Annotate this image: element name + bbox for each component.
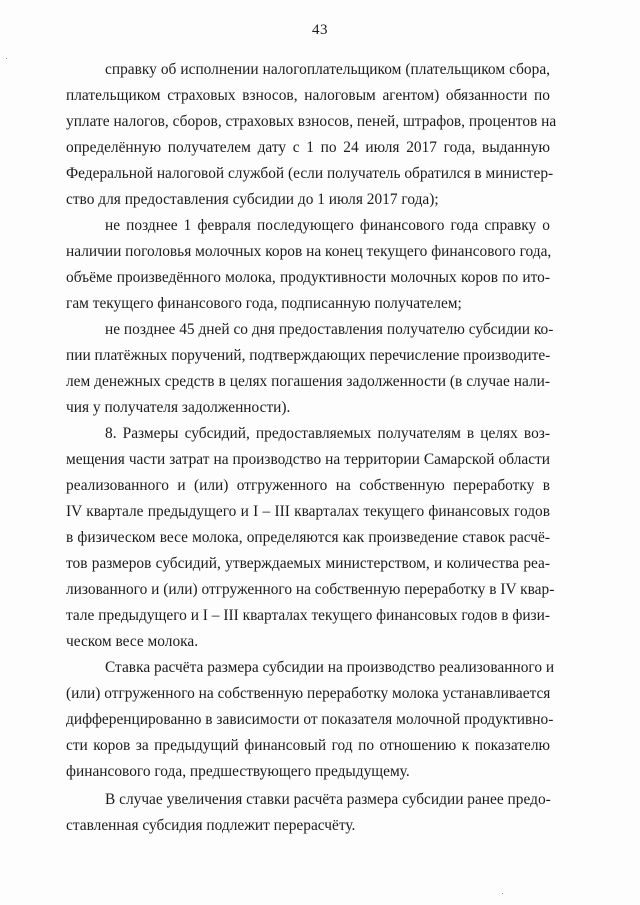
text-line: 8. Размеры субсидий, предоставляемых получателям в целях воз- (105, 425, 550, 442)
text-line: (или) отгруженного на собственную переработку молока устанавливается (66, 685, 551, 702)
text-line: Ставка расчёта размера субсидии на производство реализованного и (105, 659, 555, 676)
text-line: тов размеров субсидий, утверждаемых министерством, и количества реа- (66, 555, 550, 572)
text-line: в физическом весе молока, определяются как произведение ставок расчё- (66, 529, 550, 546)
text-line: лем денежных средств в целях погашения задолженности (в случае нали- (66, 373, 550, 390)
text-line: сти коров за предыдущий финансовый год по отношению к показателю (66, 737, 550, 754)
text-line: ставленная субсидия подлежит перерасчёту. (66, 817, 356, 834)
text-line: объёме произведённого молока, продуктивности молочных коров по ито- (66, 269, 550, 286)
text-line: справку об исполнении налогоплательщиком (плательщиком сбора, (105, 61, 550, 78)
text-line: лизованного и (или) отгруженного на собственную переработку в IV квар- (66, 581, 555, 598)
text-line: гам текущего финансового года, подписанную получателем; (66, 295, 462, 312)
text-line: В случае увеличения ставки расчёта размера субсидии ранее предо- (105, 791, 551, 808)
text-line: IV квартале предыдущего и I – III кварталах текущего финансовых годов (66, 503, 550, 520)
text-line: пии платёжных поручений, подтверждающих перечисление производите- (66, 347, 551, 364)
text-line: мещения части затрат на производство на территории Самарской области (66, 451, 550, 468)
scan-speck (6, 58, 7, 59)
text-line: определённую получателем дату с 1 по 24 июля 2017 года, выданную (66, 139, 550, 156)
text-line: чия у получателя задолженности). (66, 399, 291, 416)
text-line: плательщиком страховых взносов, налоговым агентом) обязанности по (66, 87, 550, 104)
scan-speck (502, 893, 503, 894)
text-line: уплате налогов, сборов, страховых взносов, пеней, штрафов, процентов на (66, 113, 557, 130)
text-line: реализованного и (или) отгруженного на собственную переработку в (66, 477, 550, 494)
text-line: наличии поголовья молочных коров на конец текущего финансового года, (66, 243, 552, 260)
page-number: 43 (312, 22, 328, 38)
text-line: дифференцированно в зависимости от показателя молочной продуктивно- (66, 711, 554, 728)
text-line: ческом весе молока. (66, 633, 199, 650)
text-line: не позднее 45 дней со дня предоставления получателю субсидии ко- (105, 321, 554, 338)
text-line: Федеральной налоговой службой (если получатель обратился в министер- (66, 165, 554, 182)
text-line: тале предыдущего и I – III кварталах текущего финансовых годов в физи- (66, 607, 550, 624)
text-line: финансового года, предшествующего предыдущему. (66, 763, 410, 780)
text-line: ство для предоставления субсидии до 1 июля 2017 года); (66, 191, 439, 208)
text-line: не позднее 1 февраля последующего финансового года справку о (105, 217, 550, 234)
